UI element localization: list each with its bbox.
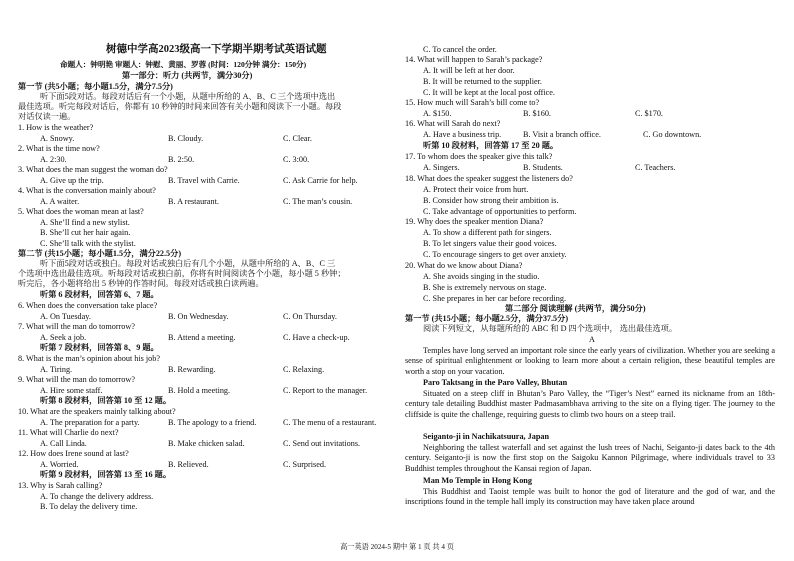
question-18: 18. What does the speaker suggest the listeners do? <box>405 174 573 183</box>
section2-title: 第二节 (共15小题；每小题1.5分，满分22.5分) <box>18 249 182 258</box>
option-3b: B. Travel with Carrie. <box>168 176 240 185</box>
option-18c: C. Take advantage of opportunities to perform. <box>423 207 577 216</box>
material-8: 听第 8 段材料，回答第 10 至 12 题。 <box>40 396 172 405</box>
option-7a: A. Seek a job. <box>40 333 87 342</box>
heading-paro-taktsang: Paro Taktsang in the Paro Valley, Bhutan <box>423 378 568 387</box>
part2-title: 第二部分 阅读理解 (共两节，满分50分) <box>505 304 646 313</box>
section2-directions-3: 听完后，各小题将给出 5 秒钟的作答时间。每段对话或独白读两遍。 <box>18 279 264 288</box>
material-7: 听第 7 段材料，回答第 8、9 题。 <box>40 343 159 352</box>
passage-paro-taktsang: Situated on a steep cliff in Bhutan’s Paro Valley, the “Tiger’s Nest” earned its nickname from an 18th-century tale detailing Buddhist master Padmasambhava arriving to the site on a flying tiger. The journey to the cliffside is quite the challenge, requiring guests to climb two hours on a steep trail. <box>405 389 775 419</box>
option-2a: A. 2:30. <box>40 155 67 164</box>
option-5b: B. She’ll cut her hair again. <box>40 228 131 237</box>
part1-title: 第一部分：听力 (共两节，满分30分) <box>122 71 253 80</box>
option-9b: B. Hold a meeting. <box>168 386 231 395</box>
passage-label: A <box>589 335 595 344</box>
option-11c: C. Send out invitations. <box>283 439 361 448</box>
option-14a: A. It will be left at her door. <box>423 66 515 75</box>
option-3a: A. Give up the trip. <box>40 176 104 185</box>
question-16: 16. What will Sarah do next? <box>405 119 501 128</box>
option-13a: A. To change the delivery address. <box>40 492 154 501</box>
option-5c: C. She’ll talk with the stylist. <box>40 239 136 248</box>
question-3: 3. What does the man suggest the woman do? <box>18 165 168 174</box>
option-16b: B. Visit a branch office. <box>523 130 601 139</box>
exam-meta: 命题人：钟明艳 审题人：钟慰、黄丽、罗蓉 (时间：120分钟 满分：150分) <box>60 60 307 69</box>
part2-section1-title: 第一节 (共15小题；每小题2.5分，满分37.5分) <box>405 314 569 323</box>
option-5a: A. She’ll find a new stylist. <box>40 218 130 227</box>
question-9: 9. What will the man do tomorrow? <box>18 375 135 384</box>
option-16a: A. Have a business trip. <box>423 130 502 139</box>
option-8b: B. Rewarding. <box>168 365 216 374</box>
option-18b: B. Consider how strong their ambition is. <box>423 196 559 205</box>
page-footer: 高一英语 2024-5 期中 第 1 页 共 4 页 <box>340 543 454 551</box>
option-19a: A. To show a different path for singers. <box>423 228 552 237</box>
option-19c: C. To encourage singers to get over anxiety. <box>423 250 567 259</box>
option-2c: C. 3:00. <box>283 155 310 164</box>
option-3c: C. Ask Carrie for help. <box>283 176 358 185</box>
section1-directions-3: 对话仅读一遍。 <box>18 112 76 121</box>
material-6: 听第 6 段材料，回答第 6、7 题。 <box>40 290 159 299</box>
question-20: 20. What do we know about Diana? <box>405 261 523 270</box>
question-6: 6. When does the conversation take place? <box>18 301 158 310</box>
option-6b: B. On Wednesday. <box>168 312 229 321</box>
question-17: 17. To whom does the speaker give this talk? <box>405 152 553 161</box>
question-19: 19. Why does the speaker mention Diana? <box>405 217 544 226</box>
part2-directions: 阅读下列短文，从每题所给的 ABC 和 D 四个选项中， 选出最佳选项。 <box>423 324 678 333</box>
material-10: 听第 10 段材料，回答第 17 至 20 题。 <box>423 141 559 150</box>
option-13c: C. To cancel the order. <box>423 45 497 54</box>
option-12b: B. Relieved. <box>168 460 209 469</box>
option-4b: B. A restaurant. <box>168 197 219 206</box>
option-19b: B. To let singers value their good voices. <box>423 239 557 248</box>
option-17c: C. Teachers. <box>635 163 676 172</box>
section2-directions-1: 听下面5段对话或独白。每段对话或独白后有几个小题，从题中所给的 A、B、C 三 <box>40 259 336 268</box>
option-20b: B. She is extremely nervous on stage. <box>423 283 547 292</box>
option-9a: A. Hire some staff. <box>40 386 103 395</box>
option-15a: A. $150. <box>423 109 452 118</box>
section1-directions-1: 听下面5段对话。每段对话后有一个小题，从题中所给的 A、B、C 三个选项中选出 <box>40 92 336 101</box>
question-11: 11. What will Charlie do next? <box>18 428 119 437</box>
question-4: 4. What is the conversation mainly about? <box>18 186 156 195</box>
option-10c: C. The menu of a restaurant. <box>283 418 377 427</box>
section1-directions-2: 最佳选项。听完每段对话后，你都有 10 秒钟的时间来回答有关小题和阅读下一小题。每段 <box>18 102 342 111</box>
exam-title: 树德中学高2023级高一下学期半期考试英语试题 <box>106 44 327 55</box>
option-8c: C. Relaxing. <box>283 365 325 374</box>
option-20a: A. She avoids singing in the studio. <box>423 272 540 281</box>
option-18a: A. Protect their voice from hurt. <box>423 185 529 194</box>
option-6c: C. On Thursday. <box>283 312 337 321</box>
heading-man-mo-temple: Man Mo Temple in Hong Kong <box>423 476 532 485</box>
option-4c: C. The man’s cousin. <box>283 197 353 206</box>
question-10: 10. What are the speakers mainly talking about? <box>18 407 176 416</box>
question-8: 8. What is the man’s opinion about his job? <box>18 354 160 363</box>
option-7c: C. Have a check-up. <box>283 333 350 342</box>
option-2b: B. 2:50. <box>168 155 195 164</box>
passage-intro: Temples have long served an important role since the early years of civilization. Whether you are seeking a sense of spiritual enlightenment or looking to learn more about a certain religion, these beautiful temples are worth a stop on your vacation. <box>405 346 775 376</box>
question-14: 14. What will happen to Sarah’s package? <box>405 55 543 64</box>
option-1b: B. Cloudy. <box>168 134 204 143</box>
question-2: 2. What is the time now? <box>18 144 100 153</box>
option-6a: A. On Tuesday. <box>40 312 91 321</box>
passage-man-mo-temple: This Buddhist and Taoist temple was built to honor the god of literature and the god of war, and the inscriptions found in the temple hall imply its construction may have taken place around <box>405 487 775 507</box>
option-17a: A. Singers. <box>423 163 460 172</box>
section2-directions-2: 个选项中选出最佳选项。听每段对话或独白前，你将有时间阅读各个小题，每小题 5 秒钟； <box>18 269 346 278</box>
heading-seiganto-ji: Seiganto-ji in Nachikatsuura, Japan <box>423 432 550 441</box>
passage-seiganto-ji: Neighboring the tallest waterfall and set against the lush trees of Nachi, Seiganto-ji dates back to the 4th century. Seiganto-ji is now the first stop on the Saigoku Kannon Pilgrimage, where individuals travel to 33 Buddhist temples throughout the Kansai region of Japan. <box>405 443 775 473</box>
question-13: 13. Why is Sarah calling? <box>18 481 103 490</box>
option-7b: B. Attend a meeting. <box>168 333 236 342</box>
question-15: 15. How much will Sarah’s bill come to? <box>405 98 540 107</box>
material-9: 听第 9 段材料，回答第 13 至 16 题。 <box>40 470 172 479</box>
option-12c: C. Surprised. <box>283 460 326 469</box>
option-16c: C. Go downtown. <box>643 130 702 139</box>
question-7: 7. What will the man do tomorrow? <box>18 322 135 331</box>
option-9c: C. Report to the manager. <box>283 386 368 395</box>
option-12a: A. Worried. <box>40 460 79 469</box>
option-8a: A. Tiring. <box>40 365 73 374</box>
section1-title: 第一节 (共5小题；每小题1.5分，满分7.5分) <box>18 82 173 91</box>
option-14c: C. It will be kept at the local post office. <box>423 88 555 97</box>
question-5: 5. What does the woman mean at last? <box>18 207 144 216</box>
option-1a: A. Snowy. <box>40 134 75 143</box>
option-10b: B. The apology to a friend. <box>168 418 257 427</box>
option-15b: B. $160. <box>523 109 551 118</box>
option-15c: C. $170. <box>635 109 663 118</box>
option-17b: B. Students. <box>523 163 563 172</box>
option-20c: C. She prepares in her car before recording. <box>423 294 566 303</box>
option-13b: B. To delay the delivery time. <box>40 502 138 511</box>
option-11a: A. Call Linda. <box>40 439 87 448</box>
option-14b: B. It will be returned to the supplier. <box>423 77 542 86</box>
option-10a: A. The preparation for a party. <box>40 418 140 427</box>
option-1c: C. Clear. <box>283 134 312 143</box>
option-4a: A. A waiter. <box>40 197 80 206</box>
question-12: 12. How does Irene sound at last? <box>18 449 129 458</box>
option-11b: B. Make chicken salad. <box>168 439 245 448</box>
question-1: 1. How is the weather? <box>18 123 94 132</box>
